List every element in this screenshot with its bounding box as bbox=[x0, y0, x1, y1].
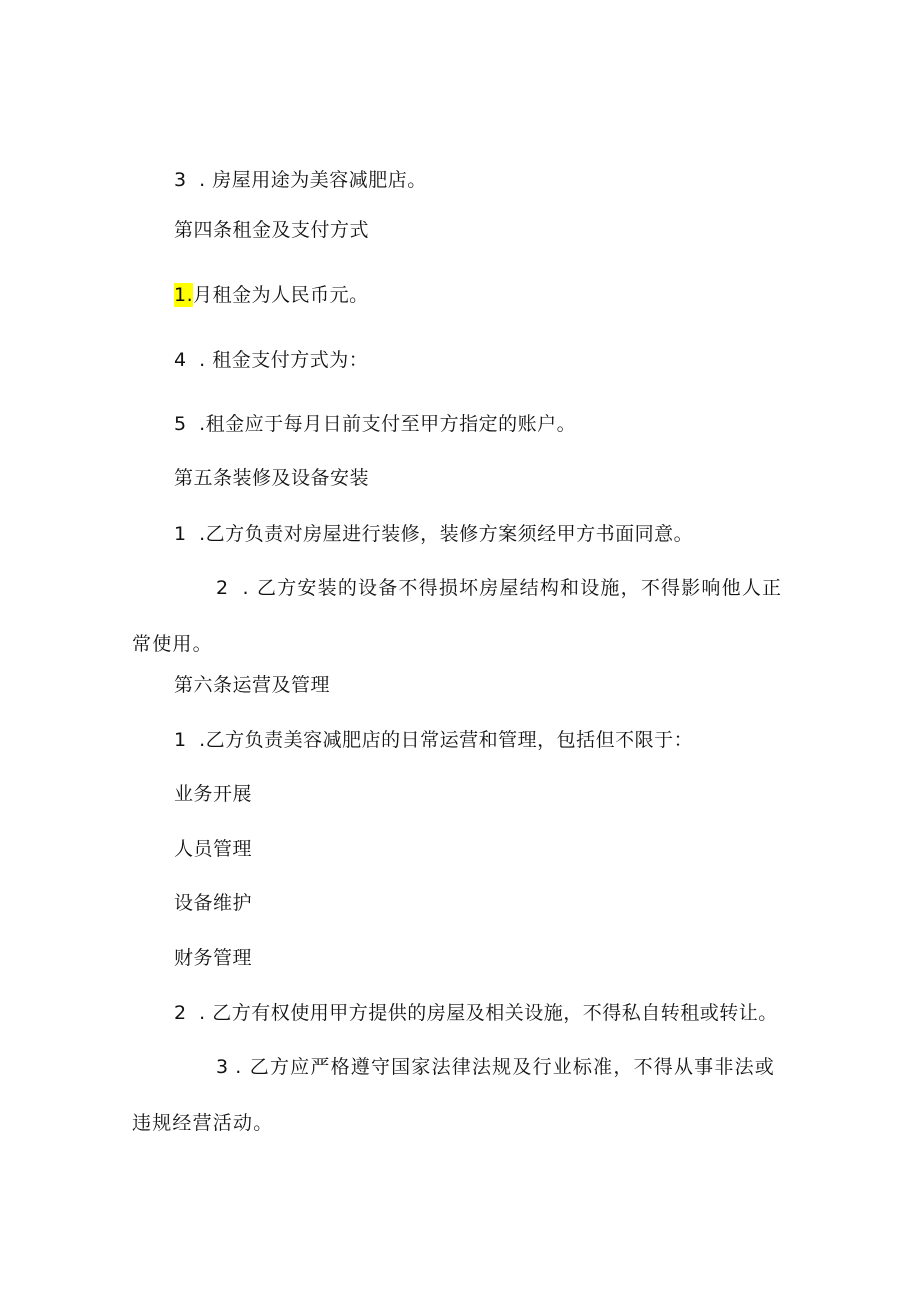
paragraph-payment-method bbox=[174, 348, 368, 372]
paragraph-usage bbox=[174, 168, 427, 192]
list-item-text: 财务管理 bbox=[174, 947, 253, 969]
paragraph-daily-operation bbox=[174, 728, 693, 752]
paragraph-number: 2 bbox=[174, 1002, 187, 1024]
paragraph-facility-use bbox=[174, 1001, 778, 1025]
section-heading-text: 第四条租金及支付方式 bbox=[174, 219, 370, 241]
list-item-text: 人员管理 bbox=[174, 838, 253, 860]
paragraph-text: .乙方负责对房屋进行装修，装修方案须经甲方书面同意。 bbox=[192, 523, 694, 545]
paragraph-text: . 乙方有权使用甲方提供的房屋及相关设施，不得私自转租或转让。 bbox=[192, 1002, 778, 1024]
paragraph-text: .乙方负责美容减肥店的日常运营和管理，包括但不限于： bbox=[192, 729, 694, 751]
paragraph-text: . 乙方安装的设备不得损坏房屋结构和设施，不得影响他人正常使用。 bbox=[132, 577, 783, 655]
paragraph-number: 4 bbox=[174, 349, 187, 371]
section-heading-rent bbox=[174, 218, 369, 242]
paragraph-text: . 房屋用途为美容减肥店。 bbox=[192, 169, 427, 191]
list-item-text: 设备维护 bbox=[174, 892, 253, 914]
paragraph-renovation bbox=[174, 522, 693, 546]
list-item bbox=[174, 891, 252, 915]
paragraph-number: 5 bbox=[174, 413, 187, 435]
list-item bbox=[174, 837, 252, 861]
section-heading-operation bbox=[174, 673, 330, 697]
paragraph-text: . 租金支付方式为： bbox=[192, 349, 369, 371]
paragraph-equipment bbox=[132, 560, 788, 672]
paragraph-number: 3 bbox=[216, 1056, 230, 1078]
paragraph-text: . 乙方应严格遵守国家法律法规及行业标准，不得从事非法或违规经营活动。 bbox=[132, 1056, 775, 1134]
list-item bbox=[174, 946, 252, 970]
section-heading-renovation bbox=[174, 466, 369, 490]
paragraph-monthly-rent bbox=[174, 283, 369, 307]
paragraph-number: 1 bbox=[174, 523, 187, 545]
highlighted-number: 1. bbox=[174, 284, 194, 306]
paragraph-number: 3 bbox=[174, 169, 187, 191]
section-heading-text: 第六条运营及管理 bbox=[174, 674, 331, 696]
paragraph-number: 1 bbox=[174, 729, 187, 751]
section-heading-text: 第五条装修及设备安装 bbox=[174, 467, 370, 489]
paragraph-legal-compliance bbox=[132, 1039, 788, 1151]
list-item-text: 业务开展 bbox=[174, 783, 253, 805]
paragraph-number: 2 bbox=[216, 577, 230, 599]
paragraph-text: 月租金为人民币元。 bbox=[193, 284, 369, 306]
paragraph-payment-deadline bbox=[174, 412, 576, 436]
list-item bbox=[174, 782, 252, 806]
paragraph-text: .租金应于每月日前支付至甲方指定的账户。 bbox=[192, 413, 577, 435]
